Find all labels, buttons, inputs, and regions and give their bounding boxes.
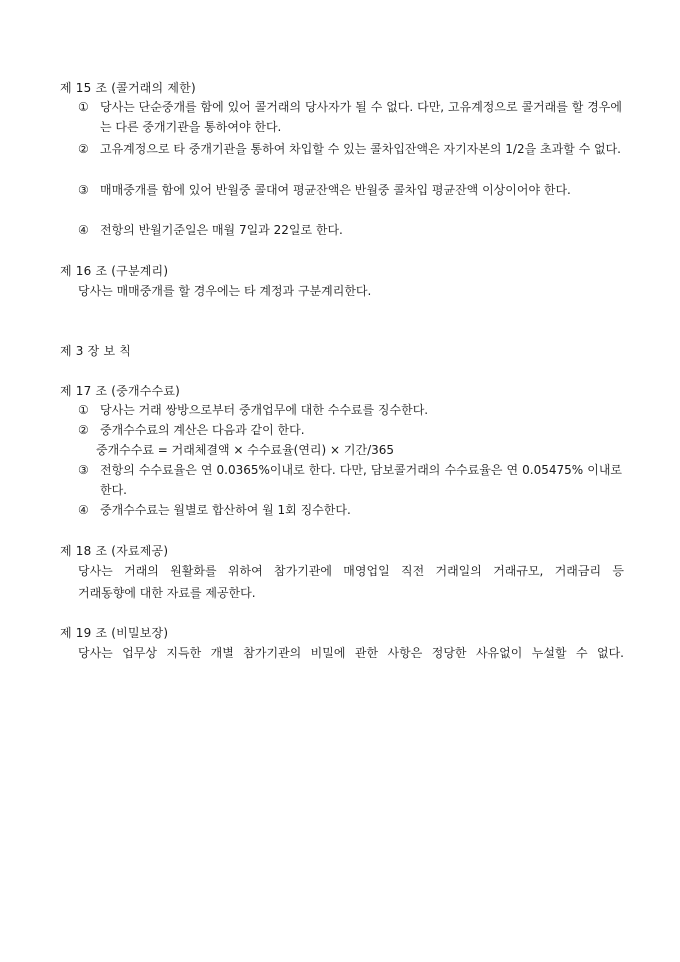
item-number: ④: [78, 503, 89, 517]
article-19-body: [78, 642, 624, 664]
article-16-body: [78, 280, 624, 302]
item-text: 매매중개를 함에 있어 반월중 콜대여 평균잔액은 반월중 콜차입 평균잔액 이상이어야 한다.: [100, 183, 571, 197]
item-number: ④: [78, 223, 89, 237]
article-16-title: 제 16 조 (구분계리): [60, 264, 169, 278]
item-number: ③: [78, 463, 89, 477]
article-17-item-4: [78, 500, 622, 520]
item-number: ③: [78, 183, 89, 197]
item-text: 전항의 수수료율은 연 0.0365%이내로 한다. 다만, 담보콜거래의 수수료율은 연 0.05475% 이내로 한다.: [100, 463, 622, 497]
item-text: 당사는 단순중개를 함에 있어 콜거래의 당사자가 될 수 없다. 다만, 고유계정으로 콜거래를 할 경우에는 다른 중개기관을 통하여야 한다.: [100, 100, 622, 134]
article-15-title: 제 15 조 (콜거래의 제한): [60, 81, 196, 95]
article-15-item-2: [78, 139, 622, 159]
body-line: 당사는 업무상 지득한 개별 참가기관의 비밀에 관한 사항은 정당한 사유없이 누설할 수 없다.: [78, 646, 624, 660]
item-number: ①: [78, 100, 89, 114]
chapter-3-title: 제 3 장 보 칙: [60, 344, 132, 358]
article-17-title: 제 17 조 (중개수수료): [60, 384, 181, 398]
article-15-item-4: [78, 220, 622, 240]
item-number: ②: [78, 423, 89, 437]
article-17-item-3: [78, 460, 622, 500]
fee-formula: 중개수수료 = 거래체결액 × 수수료율(연리) × 기간/365: [96, 443, 395, 457]
item-text: 중개수수료는 월별로 합산하여 월 1회 징수한다.: [100, 503, 351, 517]
item-number: ②: [78, 142, 89, 156]
article-19-title: 제 19 조 (비밀보장): [60, 626, 169, 640]
item-text: 당사는 거래 쌍방으로부터 중개업무에 대한 수수료를 징수한다.: [100, 403, 429, 417]
item-text: 중개수수료의 계산은 다음과 같이 한다.: [100, 423, 305, 437]
article-15-item-1: [78, 97, 622, 137]
article-17-item-2: [78, 420, 622, 440]
body-line: 당사는 거래의 원활화를 위하여 참가기관에 매영업일 직전 거래일의 거래규모, 거래금리 등: [78, 564, 624, 578]
item-text: 고유계정으로 타 중개기관을 통하여 차입할 수 있는 콜차입잔액은 자기자본의 1/2을 초과할 수 없다.: [100, 142, 621, 156]
article-18-body: [78, 560, 624, 604]
body-line: 당사는 매매중개를 할 경우에는 타 계정과 구분계리한다.: [78, 284, 372, 298]
body-line: 거래동향에 대한 자료를 제공한다.: [78, 586, 256, 600]
item-text: 전항의 반월기준일은 매월 7일과 22일로 한다.: [100, 223, 343, 237]
item-number: ①: [78, 403, 89, 417]
article-17-item-1: [78, 400, 622, 420]
article-15-item-3: [78, 180, 622, 200]
article-18-title: 제 18 조 (자료제공): [60, 544, 169, 558]
